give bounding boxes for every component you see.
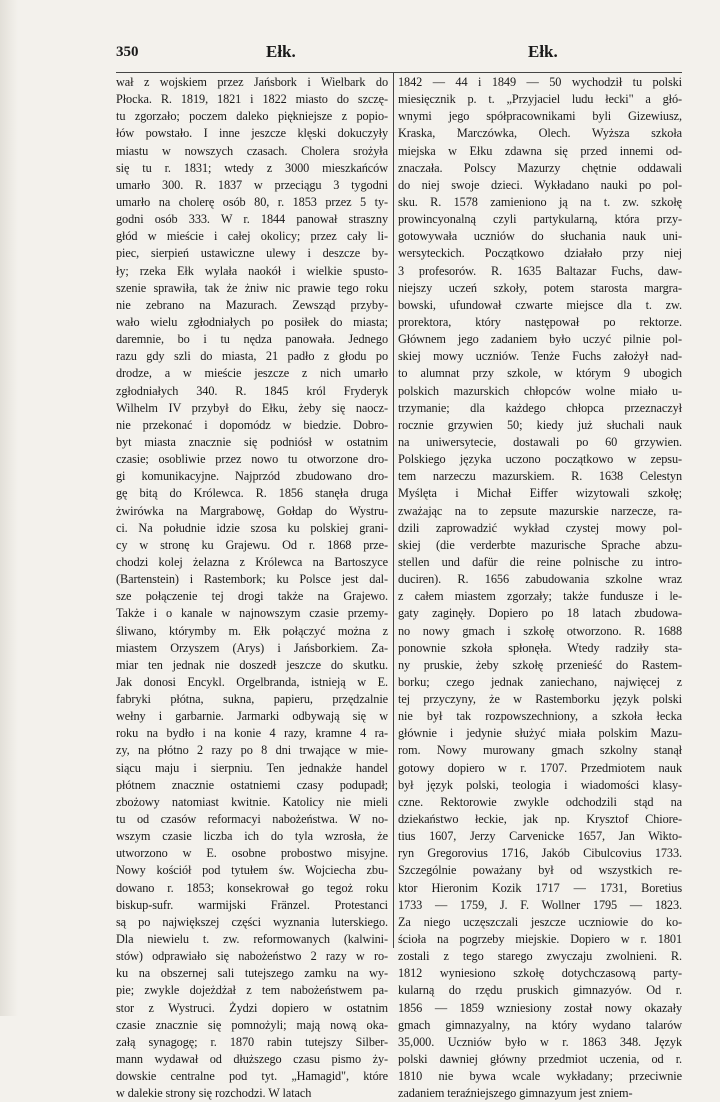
text-line: chodzi kolej żelazna z Królewca na Bartoszyce (116, 554, 388, 569)
text-line: ścioła na pogrzeby miejskie. Dopiero w r. 1801 (398, 932, 682, 947)
text-line: razu gdy szli do miasta, 21 padło z głodu po (116, 349, 388, 364)
text-line: tu od czasów reformacyi nabożeństwa. W no- (116, 812, 388, 827)
text-line: stor z Wystruci. Żydzi dopiero w ostatnim (116, 1000, 388, 1015)
text-line: ryn Gregorovius 1716, Jakób Cibulcovius 1733. (398, 846, 682, 861)
text-line: znaczała. Polscy Mazurzy chętnie oddawali (398, 160, 682, 175)
text-line: miesięcznik p. t. „Przyjaciel ludu łecki" a głó- (398, 92, 682, 107)
text-line: Kraska, Marczówka, Olech. Wyższa szkoła (398, 126, 682, 141)
text-line: sku. R. 1578 zamieniono ją na t. zw. szkołę (398, 194, 682, 209)
text-line: zadaniem teraźniejszego gimnazyum jest zniem- (398, 1086, 633, 1101)
text-line: zgłodniałych 340. R. 1845 król Fryderyk (116, 383, 388, 398)
text-line: gotowywała uczniów do słuchania nauk uni- (398, 229, 682, 244)
text-line: piec, sierpień ustawiczne ulewy i deszcze by- (116, 246, 388, 261)
text-line: niejszy uczeń szkoły, potem starosta margra- (398, 280, 682, 295)
text-line: stellen und dafür die reine polnische zu intro- (398, 554, 682, 569)
page-number: 350 (116, 44, 139, 60)
text-line: wszym czasie liczba ich do tyla wzrosła, że (116, 829, 388, 844)
text-line: Nowy kościół pod tytułem św. Wojciecha zbu- (116, 863, 388, 878)
text-line: Wilhelm IV przybył do Ełku, żeby się naocz- (116, 400, 388, 415)
running-head-right: Ełk. (528, 42, 558, 61)
text-line: tius 1607, Jerzy Carvenicke 1657, Jan Wikto- (398, 829, 682, 844)
text-line: w dalekie strony się rozchodzi. W latach (116, 1086, 312, 1101)
text-line: na uniwersytecie, dostawali po 60 grzywien. (398, 434, 682, 449)
text-line: wał z wojskiem przez Jańsbork i Wielbark do (116, 75, 388, 89)
text-line: głównie i jedynie służyć miała polskim Mazu- (398, 726, 682, 741)
text-line: trzymanie; dla każdego chłopca przeznaczył (398, 400, 682, 415)
text-line: gę bitą do Królewca. R. 1856 stanęła druga (116, 486, 388, 501)
text-line: czasie znacznie się pomnożyli; mają nową oka- (116, 1017, 388, 1032)
text-line: skiej mowy uczniów. Tenże Fuchs założył nad- (398, 349, 682, 364)
text-line: daremnie, bo i tu nędza panowała. Jednego (116, 332, 388, 347)
text-line: miastem Orzyszem (Arys) i Jańsborkiem. Za- (116, 640, 388, 655)
text-line: gmach gimnazyalny, na który wydano talarów (398, 1017, 682, 1032)
text-line: skiej (die verderbte mazurische Sprache abzu- (398, 537, 682, 552)
text-line: stów) odprawiało się nabożeństwo 2 razy w ro- (116, 949, 388, 964)
text-line: Płocka. R. 1819, 1821 i 1822 miasto do szczę- (116, 92, 388, 107)
column-divider (393, 72, 394, 948)
text-line: Jak donosi Encykl. Orgelbranda, istnieją w E. (116, 674, 388, 689)
text-line: fabryki płótna, sukna, papieru, przędzalnie (116, 692, 388, 707)
text-line: Także i o kanale w najnowszym czasie przemy- (116, 606, 388, 621)
text-line: umarło na cholerę osób 80, r. 1853 przez 5 ty- (116, 194, 388, 209)
text-line: do niej swoje dzieci. Wykładano nauki po pol- (398, 177, 682, 192)
text-line: Szczególnie poważany był od wszystkich re- (398, 863, 682, 878)
text-line: (Bartenstein) i Rastembork; ku Polsce jest dal- (116, 572, 388, 587)
running-head-left: Ełk. (266, 42, 296, 61)
text-line: gaty zaginęły. Dopiero po 18 latach zbudowa- (398, 606, 682, 621)
text-line: ponownie szkoła spłonęła. Wtedy radziły sta- (398, 640, 682, 655)
page-edge-shadow (0, 0, 18, 1016)
text-line: prorektora, który następował po rektorze. (398, 314, 682, 329)
text-line: dziekaństwo łeckie, jak np. Krysztof Chiore- (398, 812, 682, 827)
text-line: łów powstało. I inne jeszcze klęski dokuczyły (116, 126, 388, 141)
text-line: umarło 300. R. 1837 w przeciągu 3 tygodni (116, 177, 388, 192)
text-line: płótnem znacznie ostatniemi czasy podupadł; (116, 777, 388, 792)
text-line: tem narzeczu mazurskiem. R. 1638 Celestyn (398, 469, 682, 484)
text-line: nie był tak rozpowszechniony, a szkoła łecka (398, 709, 682, 724)
text-line: ci. Na południe idzie szosa ku polskiej grani- (116, 520, 388, 535)
text-line: godni osób 333. W r. 1844 panował straszny (116, 212, 388, 227)
text-line: kularną do rzędu pruskich gimnazyów. Od r. (398, 983, 682, 998)
text-line: cy w stronę ku Grajewu. Od r. 1868 prze- (116, 537, 388, 552)
text-line: 3 profesorów. R. 1635 Baltazar Fuchs, daw- (398, 263, 682, 278)
text-line: 1812 wyniesiono szkołę dotychczasową party- (398, 966, 682, 981)
text-line: wełny i garbarnie. Jarmarki odbywają się w (116, 709, 388, 724)
text-line: głód w mieście i całej okolicy; przez cały li- (116, 229, 388, 244)
text-line: się tu r. 1831; wtedy z 3000 mieszkańców (116, 160, 388, 175)
text-line: Myślęta i Michał Eiffer wizytowali szkołę; (398, 486, 682, 501)
text-line: ny pruskie, żeby szkołę przenieść do Rastem- (398, 657, 682, 672)
right-text-column (398, 74, 682, 1102)
text-line: byt miasta znacznie się podniósł w ostatnim (116, 434, 388, 449)
text-line: nie przekonać i dopomódz w biedzie. Dobro- (116, 417, 388, 432)
text-line: ku na obszernej sali tutejszego zamku na wy- (116, 966, 388, 981)
text-line: 1733 — 1759, J. F. Wollner 1795 — 1823. (398, 897, 682, 912)
text-line: no nowy gmach i szkołę otworzono. R. 1688 (398, 623, 682, 638)
text-line: polski dawniej główny przedmiot uczenia, od r. (398, 1052, 682, 1067)
text-line: Polskiego języka uczono początkowo w zepsu- (398, 452, 682, 467)
text-line: to alumnat przy szkole, w którym 9 ubogich (398, 366, 682, 381)
text-line: biskup-sufr. warmijski Fränzel. Protestanci (116, 897, 388, 912)
text-line: są po największej części wyznania luterskiego. (116, 914, 388, 929)
text-line: pie; zwykle dojeżdżał z tem nabożeństwem pa- (116, 983, 388, 998)
text-line: gotowy dopiero w r. 1707. Przedmiotem nauk (398, 760, 682, 775)
header-rule (116, 72, 682, 73)
text-line: był język polski, teologia i wiadomości klasy- (398, 777, 682, 792)
text-line: 35,000. Uczniów było w r. 1863 348. Język (398, 1034, 682, 1049)
text-line: zbożowy natomiast kwitnie. Katolicy nie mieli (116, 794, 388, 809)
text-line: wało wielu zgłodniałych po posiłek do miasta; (116, 314, 388, 329)
text-line: szenie sprawiła, tak że żniw nic prawie tego roku (116, 280, 388, 295)
text-line: nie zebrano na Mazurach. Zewsząd przyby- (116, 297, 388, 312)
text-line: czasie; osobliwie przez nowo tu otworzone dro- (116, 452, 388, 467)
text-line: polskich mazurskich chłopców wolne miało u- (398, 383, 682, 398)
text-line: bowski, ufundował czwarte miejsce dla t. zw. (398, 297, 682, 312)
text-line: żwirówka na Margrabowę, Gołdap do Wystru- (116, 503, 388, 518)
text-line: wersyteckich. Początkowo działało przy niej (398, 246, 682, 261)
text-line: siącu maju i sierpniu. Ten jednakże handel (116, 760, 388, 775)
text-line: roku na bydło i na konie 4 razy, kramne 4 ra- (116, 726, 388, 741)
text-line: drodze, a w mieście jeszcze z nich umarło (116, 366, 388, 381)
text-line: dzili zaprowadzić wykład czystej mowy pol- (398, 520, 682, 535)
text-line: prowincyonalną czyli partykularną, która przy- (398, 212, 682, 227)
text-line: śliwano, którymby m. Ełk połączyć można z (116, 623, 388, 638)
text-line: tu zgorzało; poczem daleko piękniejsze z popio- (116, 109, 388, 124)
text-line: rocznie grzywien 50; kiedy już słuchali nauk (398, 417, 682, 432)
text-line: zy, na płótno 2 razy po 8 dni trwające w mie- (116, 743, 388, 758)
text-line: ktor Hieronim Kozik 1717 — 1731, Boretius (398, 880, 682, 895)
text-line: ły; rzeka Ełk wylała naokół i wielkie spusto- (116, 263, 388, 278)
text-line: zważając na to zepsute mazurskie narzecze, ra- (398, 503, 682, 518)
text-line: dowskie centralne pod tyt. „Hamagid", które (116, 1069, 388, 1084)
text-line: załą synagogę; r. 1870 rabin tutejszy Silber- (116, 1034, 388, 1049)
text-line: Za niego uczęszczali jeszcze uczniowie do ko- (398, 914, 682, 929)
text-line: z całem miastem zgorzały; także fundusze i le- (398, 589, 682, 604)
text-line: mann wydawał od dłuższego czasu pismo ży- (116, 1052, 388, 1067)
text-line: dowano r. 1853; konsekrował go tegoż roku (116, 880, 388, 895)
text-line: 1842 — 44 i 1849 — 50 wychodził tu polski (398, 75, 682, 89)
text-line: rom. Nowy murowany gmach szkolny stanął (398, 743, 682, 758)
text-line: miar ten jednak nie doszedł jeszcze do skutku. (116, 657, 388, 672)
text-line: borku; czego jednak zaniechano, najwięcej z (398, 674, 682, 689)
text-line: duciren). R. 1656 zabudowania szkolne wraz (398, 572, 682, 587)
text-line: 1856 — 1859 wzniesiony został nowy okazały (398, 1000, 682, 1015)
text-line: tej przyczyny, że w Rastemborku język polski (398, 692, 682, 707)
text-line: miastu w nowszych czasach. Cholera srożyła (116, 143, 388, 158)
text-line: czne. Rektorowie zwykle odchodzili stąd na (398, 794, 682, 809)
left-text-column (116, 74, 388, 1102)
text-line: gi komunikacyjne. Najprzód zbudowano dro- (116, 469, 388, 484)
text-line: miejska w Ełku zdawna się przed innemi od- (398, 143, 682, 158)
text-line: sze połączenie tej drogi także na Grajewo. (116, 589, 388, 604)
text-line: zostali z tego starego zwyczaju zwolnieni. R. (398, 949, 682, 964)
page-header (116, 40, 686, 68)
text-line: utworzono w E. osobne probostwo misyjne. (116, 846, 388, 861)
text-line: Dla niewielu t. zw. reformowanych (kalwini- (116, 932, 388, 947)
text-line: wnymi jego spółpracownikami byli Gizewiusz, (398, 109, 682, 124)
text-line: 1810 nie bywa wcale wykładany; przeciwnie (398, 1069, 682, 1084)
text-line: Głównem jego zadaniem było uczyć pilnie pol- (398, 332, 682, 347)
